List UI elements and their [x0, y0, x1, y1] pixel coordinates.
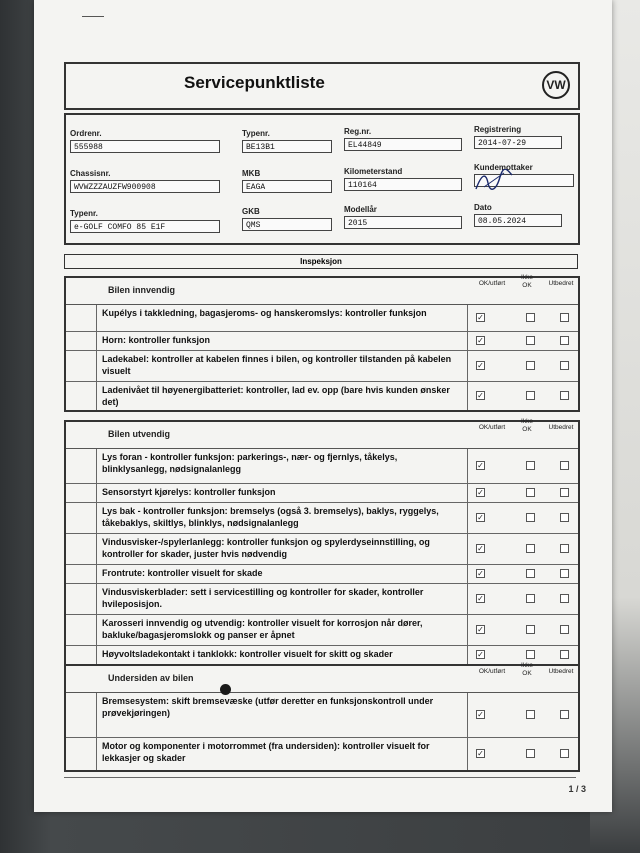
- gkb-value: QMS: [242, 218, 332, 231]
- utbedret-checkbox[interactable]: [560, 625, 569, 634]
- checklist-row: [66, 584, 578, 615]
- ikke-ok-checkbox[interactable]: [526, 710, 535, 719]
- ikke-ok-checkbox[interactable]: [526, 461, 535, 470]
- document-title: Servicepunktliste: [184, 73, 325, 92]
- regnr-value: EL44849: [344, 138, 462, 151]
- ikke-ok-checkbox[interactable]: [526, 313, 535, 322]
- field-modellar: Modellår 2015: [344, 205, 462, 229]
- field-kundemottaker: Kundemottaker: [474, 163, 574, 187]
- modellar-value: 2015: [344, 216, 462, 229]
- field-regnr: Reg.nr. EL44849: [344, 127, 462, 151]
- vw-logo-icon: VW: [542, 71, 570, 99]
- section-1: [64, 420, 580, 666]
- bottom-divider: [64, 777, 576, 778]
- signature-icon: [474, 169, 514, 193]
- ok-checkbox[interactable]: ✓: [477, 594, 484, 603]
- ok-checkbox[interactable]: ✓: [477, 336, 484, 345]
- row-text: Ladekabel: kontroller at kabelen finnes i bilen, og kontroller tilstanden på kabelen visuelt: [102, 354, 452, 376]
- checklist-row: [66, 646, 578, 664]
- field-registrering: Registrering 2014-07-29: [474, 125, 562, 149]
- vehicle-info-box: [64, 113, 580, 245]
- document-header: [64, 62, 580, 110]
- row-text: Frontrute: kontroller visuelt for skade: [102, 568, 263, 578]
- row-text: Bremsesystem: skift bremsevæske (utfør deretter en funksjonskontroll under prøvekjøringen): [102, 696, 434, 718]
- col-ikke-header: Ikke OK: [521, 662, 533, 677]
- page-mark: [82, 16, 104, 17]
- ikke-ok-checkbox[interactable]: [526, 544, 535, 553]
- checklist-row: [66, 332, 578, 351]
- ikke-ok-checkbox[interactable]: [526, 594, 535, 603]
- section-title: Bilen utvendig: [108, 429, 171, 439]
- ok-checkbox[interactable]: ✓: [477, 710, 484, 719]
- row-text: Vindusviskerblader: sett i servicestilling og kontroller for skader, kontroller hvileposisjon.: [102, 587, 424, 609]
- ok-checkbox[interactable]: ✓: [477, 461, 484, 470]
- col-utbedret-header: Utbedret: [548, 668, 574, 675]
- section-header: [66, 418, 578, 449]
- kilometerstand-value: 110164: [344, 178, 462, 191]
- row-text: Kupélys i takkledning, bagasjeroms- og hanskeromslys: kontroller funksjon: [102, 308, 427, 318]
- field-ordrenr: Ordrenr. 555988: [70, 129, 220, 153]
- row-text: Vindusvisker-/spylerlanlegg: kontroller funksjon og spylerdyseinnstilling, og kontroller for skader, juster hvis nødvendig: [102, 537, 430, 559]
- checklist-row: [66, 738, 578, 770]
- checklist-row: [66, 503, 578, 534]
- field-typenr-model: Typenr. e-GOLF COMFO 85 E1F: [70, 209, 220, 233]
- ok-checkbox[interactable]: ✓: [477, 313, 484, 322]
- row-text: Høyvoltsladekontakt i tanklokk: kontroller visuelt for skitt og skader: [102, 649, 393, 659]
- section-title: Undersiden av bilen: [108, 673, 194, 683]
- registrering-value: 2014-07-29: [474, 136, 562, 149]
- utbedret-checkbox[interactable]: [560, 361, 569, 370]
- row-text: Karosseri innvendig og utvendig: kontroller visuelt for korrosjon når dører, bakluke/bagasjeromslokk og panser er åpnet: [102, 618, 423, 640]
- ikke-ok-checkbox[interactable]: [526, 625, 535, 634]
- ok-checkbox[interactable]: ✓: [477, 625, 484, 634]
- field-dato: Dato 08.05.2024: [474, 203, 562, 227]
- ok-checkbox[interactable]: ✓: [477, 513, 484, 522]
- ok-checkbox[interactable]: ✓: [477, 749, 484, 758]
- ikke-ok-checkbox[interactable]: [526, 336, 535, 345]
- checklist-row: [66, 693, 578, 738]
- utbedret-checkbox[interactable]: [560, 544, 569, 553]
- utbedret-checkbox[interactable]: [560, 569, 569, 578]
- checklist-row: [66, 534, 578, 565]
- field-mkb: MKB EAGA: [242, 169, 332, 193]
- section-2: [64, 664, 580, 772]
- section-header: [66, 274, 578, 305]
- utbedret-checkbox[interactable]: [560, 461, 569, 470]
- row-text: Lys bak - kontroller funksjon: bremselys (også 3. bremselys), baklys, ryggelys, tåkebaklys, skiltlys, blinklys, nødsignalanlegg: [102, 506, 439, 528]
- ikke-ok-checkbox[interactable]: [526, 488, 535, 497]
- col-ok-header: OK/utført: [478, 668, 506, 675]
- checklist-row: [66, 351, 578, 382]
- field-gkb: GKB QMS: [242, 207, 332, 231]
- col-utbedret-header: Utbedret: [548, 280, 574, 287]
- checklist-row: [66, 615, 578, 646]
- utbedret-checkbox[interactable]: [560, 594, 569, 603]
- section-0: [64, 276, 580, 412]
- checklist-row: [66, 305, 578, 332]
- ok-checkbox[interactable]: ✓: [477, 569, 484, 578]
- utbedret-checkbox[interactable]: [560, 488, 569, 497]
- col-utbedret-header: Utbedret: [548, 424, 574, 431]
- ink-dot: [220, 684, 231, 695]
- col-ikke-header: Ikke OK: [521, 274, 533, 289]
- page-number: 1 / 3: [568, 784, 586, 794]
- typenr-value: BE13B1: [242, 140, 332, 153]
- utbedret-checkbox[interactable]: [560, 650, 569, 659]
- utbedret-checkbox[interactable]: [560, 313, 569, 322]
- utbedret-checkbox[interactable]: [560, 336, 569, 345]
- utbedret-checkbox[interactable]: [560, 710, 569, 719]
- ikke-ok-checkbox[interactable]: [526, 513, 535, 522]
- ok-checkbox[interactable]: ✓: [477, 391, 484, 400]
- utbedret-checkbox[interactable]: [560, 513, 569, 522]
- section-title: Bilen innvendig: [108, 285, 176, 295]
- inspeksjon-header: Inspeksjon: [64, 254, 578, 269]
- row-text: Horn: kontroller funksjon: [102, 335, 210, 345]
- ok-checkbox[interactable]: ✓: [477, 488, 484, 497]
- row-text: Motor og komponenter i motorrommet (fra undersiden): kontroller visuelt for lekkasjer og skader: [102, 741, 430, 763]
- mkb-value: EAGA: [242, 180, 332, 193]
- field-typenr: Typenr. BE13B1: [242, 129, 332, 153]
- ordrenr-value: 555988: [70, 140, 220, 153]
- utbedret-checkbox[interactable]: [560, 391, 569, 400]
- ikke-ok-checkbox[interactable]: [526, 361, 535, 370]
- ikke-ok-checkbox[interactable]: [526, 391, 535, 400]
- checklist-row: [66, 382, 578, 410]
- ikke-ok-checkbox[interactable]: [526, 749, 535, 758]
- field-chassisnr: Chassisnr. WVWZZZAUZFW900908: [70, 169, 220, 193]
- ok-checkbox[interactable]: ✓: [477, 544, 484, 553]
- service-document: [34, 0, 612, 812]
- typenr-model-value: e-GOLF COMFO 85 E1F: [70, 220, 220, 233]
- checklist-row: [66, 484, 578, 503]
- row-text: Ladenivået til høyenergibatteriet: kontroller, lad ev. opp (bare hvis kunden ønsker det): [102, 385, 450, 407]
- section-header: [66, 662, 578, 693]
- ikke-ok-checkbox[interactable]: [526, 569, 535, 578]
- field-kilometerstand: Kilometerstand 110164: [344, 167, 462, 191]
- dato-value: 08.05.2024: [474, 214, 562, 227]
- row-text: Lys foran - kontroller funksjon: parkerings-, nær- og fjernlys, tåkelys, blinklysanlegg, nødsignalanlegg: [102, 452, 398, 474]
- col-ok-header: OK/utført: [478, 424, 506, 431]
- ok-checkbox[interactable]: ✓: [477, 650, 484, 659]
- ok-checkbox[interactable]: ✓: [477, 361, 484, 370]
- utbedret-checkbox[interactable]: [560, 749, 569, 758]
- ikke-ok-checkbox[interactable]: [526, 650, 535, 659]
- col-ok-header: OK/utført: [478, 280, 506, 287]
- col-ikke-header: Ikke OK: [521, 418, 533, 433]
- chassisnr-value: WVWZZZAUZFW900908: [70, 180, 220, 193]
- row-text: Sensorstyrt kjørelys: kontroller funksjon: [102, 487, 276, 497]
- checklist-row: [66, 565, 578, 584]
- checklist-row: [66, 449, 578, 484]
